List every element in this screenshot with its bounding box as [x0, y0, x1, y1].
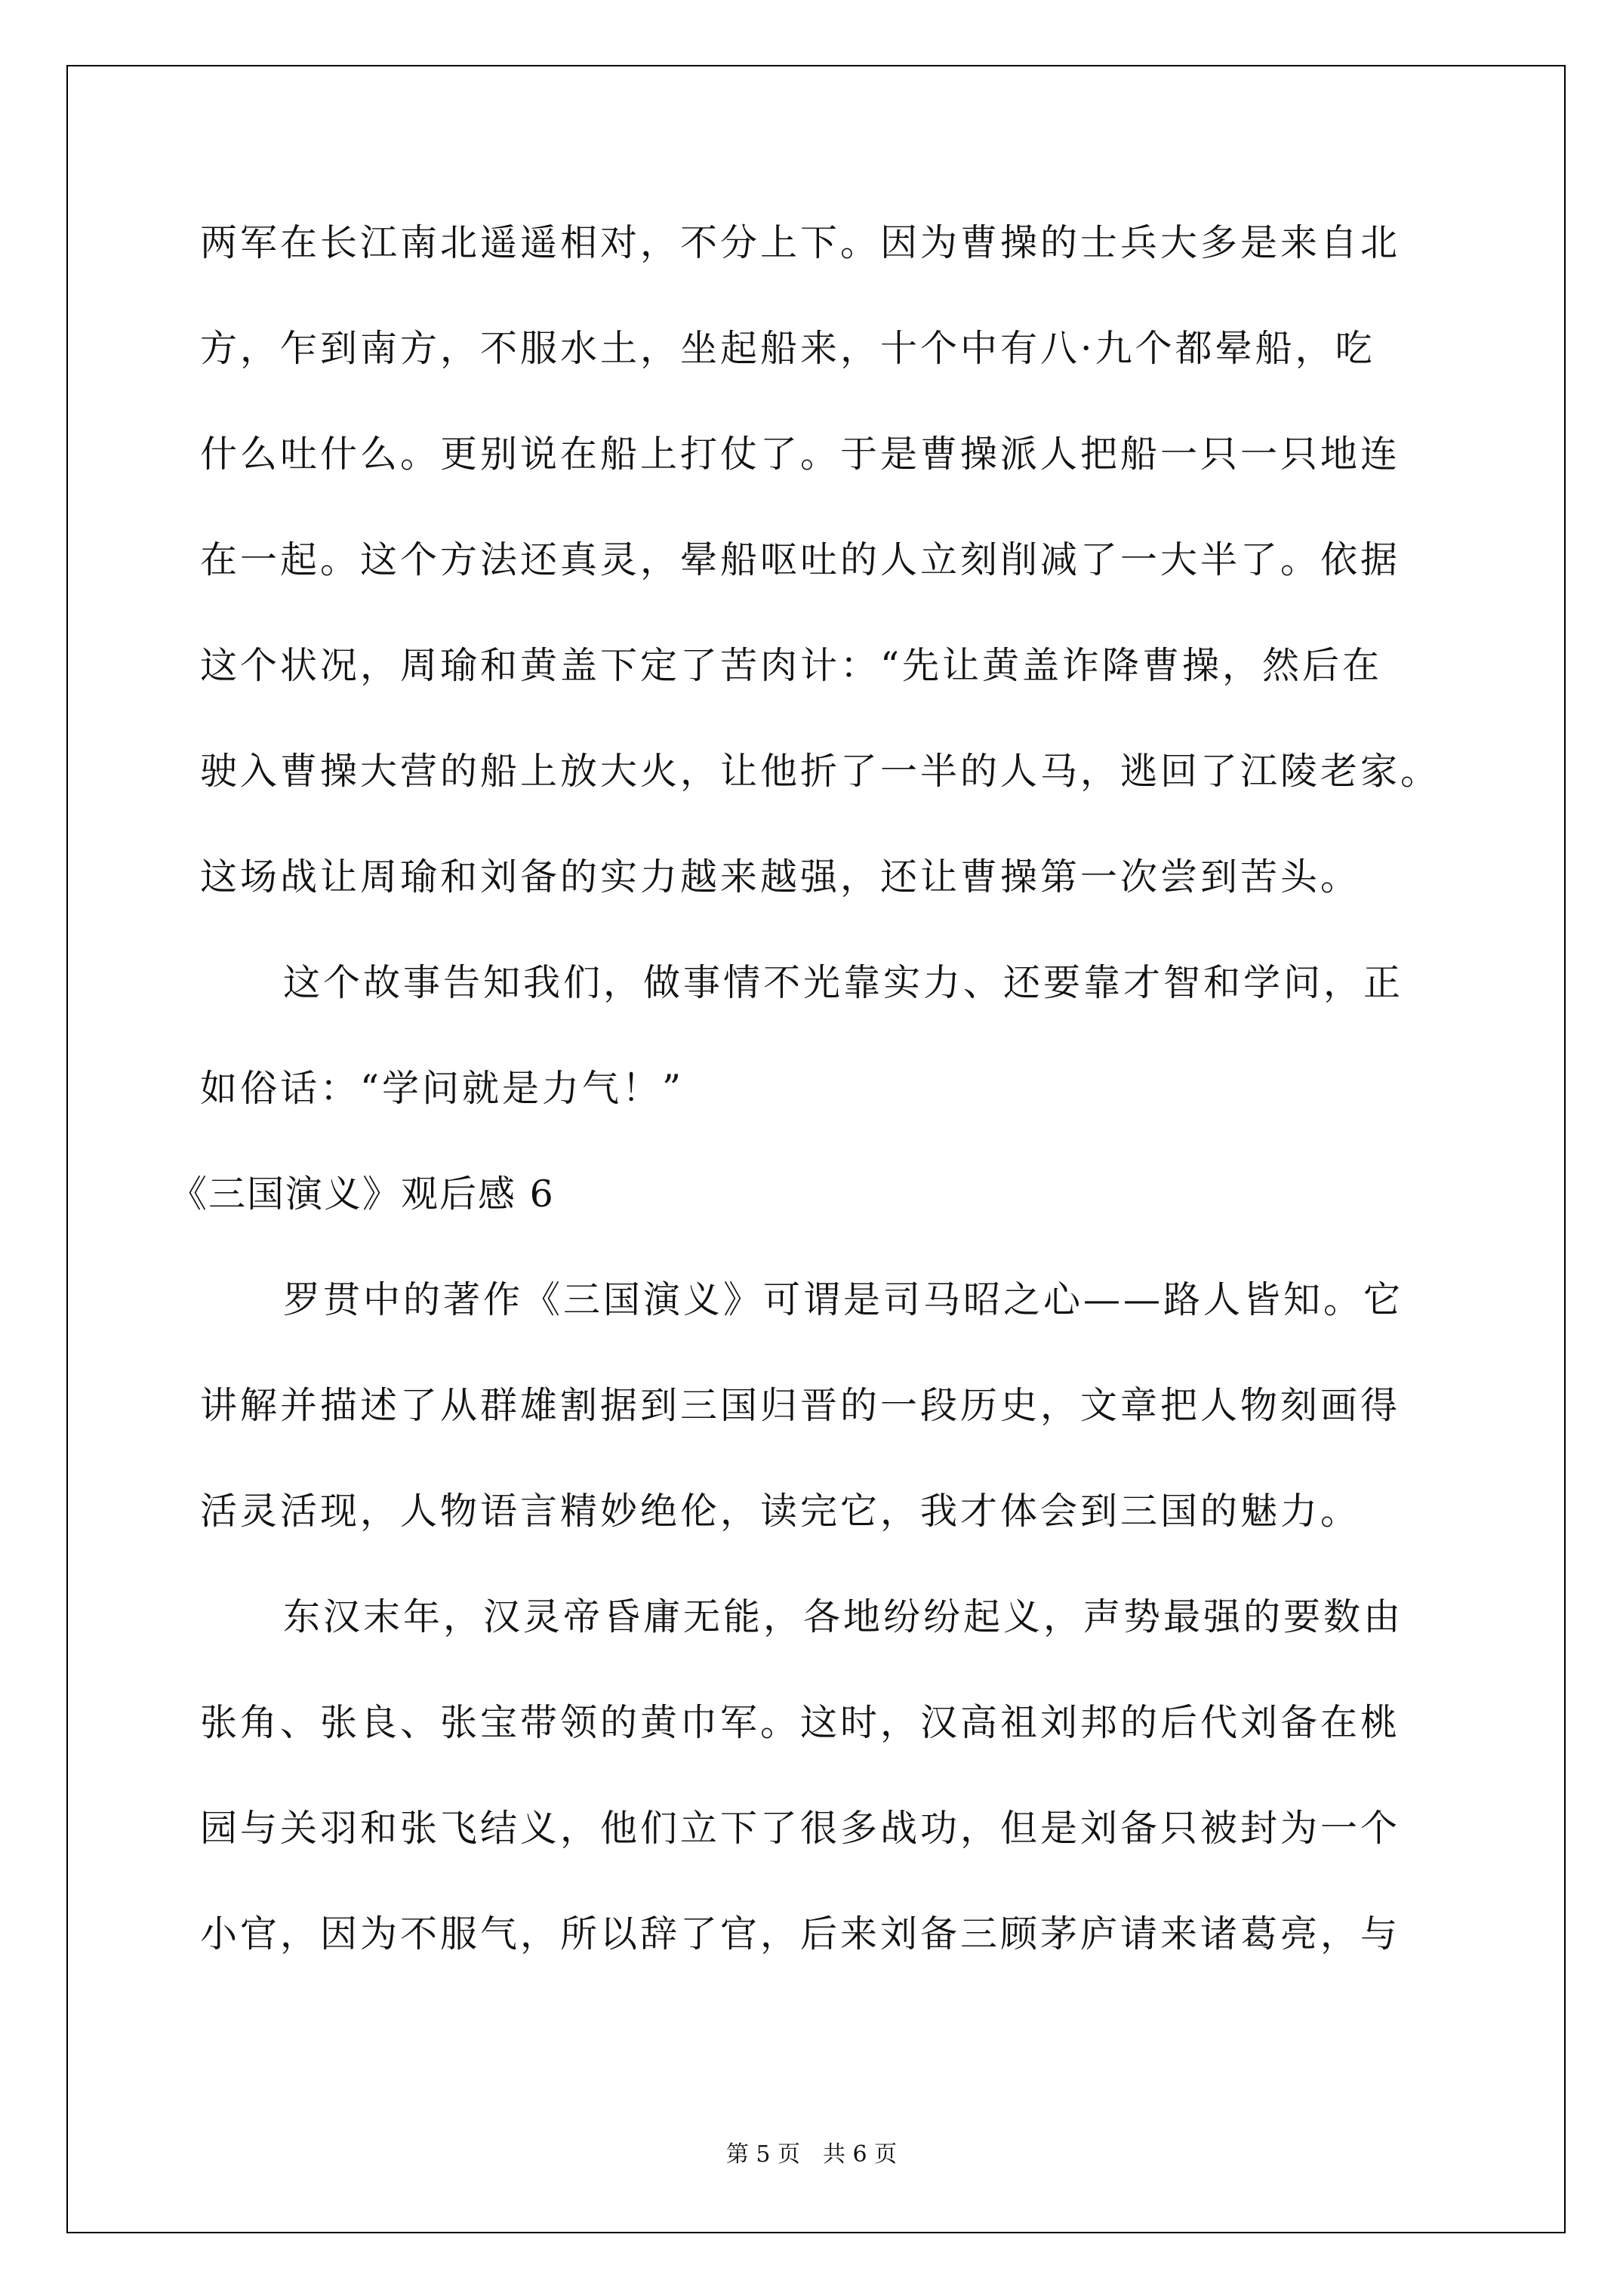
text-line: 在一起。这个方法还真灵，晕船呕吐的人立刻削减了一大半了。依据: [200, 538, 1401, 581]
text-line: 驶入曹操大营的船上放大火，让他折了一半的人马，逃回了江陵老家。: [200, 750, 1441, 793]
text-line: 张角、张良、张宝带领的黄巾军。这时，汉高祖刘邦的后代刘备在桃: [200, 1701, 1401, 1744]
text-line: 这个状况，周瑜和黄盖下定了苦肉计：“先让黄盖诈降曹操，然后在: [200, 644, 1383, 687]
text-line: 什么吐什么。更别说在船上打仗了。于是曹操派人把船一只一只地连: [200, 433, 1401, 476]
page-number-footer: 第 5 页 共 6 页: [725, 2141, 898, 2168]
section-heading: 《三国演义》观后感 6: [170, 1173, 555, 1216]
paragraph-start-line: 这个故事告知我们，做事情不光靠实力、还要靠才智和学问，正: [283, 961, 1404, 1004]
text-line: 活灵活现，人物语言精妙绝伦，读完它，我才体会到三国的魅力。: [200, 1490, 1361, 1533]
text-line: 两军在长江南北遥遥相对，不分上下。因为曹操的士兵大多是来自北: [200, 221, 1401, 264]
text-line: 方，乍到南方，不服水土，坐起船来，十个中有八·九个都晕船，吃: [200, 327, 1375, 370]
document-body: [170, 190, 1453, 1987]
paragraph-start-line: 东汉末年，汉灵帝昏庸无能，各地纷纷起义，声势最强的要数由: [283, 1595, 1404, 1638]
text-line: 讲解并描述了从群雄割据到三国归晋的一段历史，文章把人物刻画得: [200, 1384, 1401, 1427]
text-line: 小官，因为不服气，所以辞了官，后来刘备三顾茅庐请来诸葛亮，与: [200, 1912, 1401, 1955]
text-line: 如俗话：“学问就是力气！”: [200, 1067, 685, 1110]
paragraph-start-line: 罗贯中的著作《三国演义》可谓是司马昭之心——路人皆知。它: [283, 1278, 1404, 1321]
text-line: 这场战让周瑜和刘备的实力越来越强，还让曹操第一次尝到苦头。: [200, 855, 1361, 898]
text-line: 园与关羽和张飞结义，他们立下了很多战功，但是刘备只被封为一个: [200, 1807, 1401, 1850]
